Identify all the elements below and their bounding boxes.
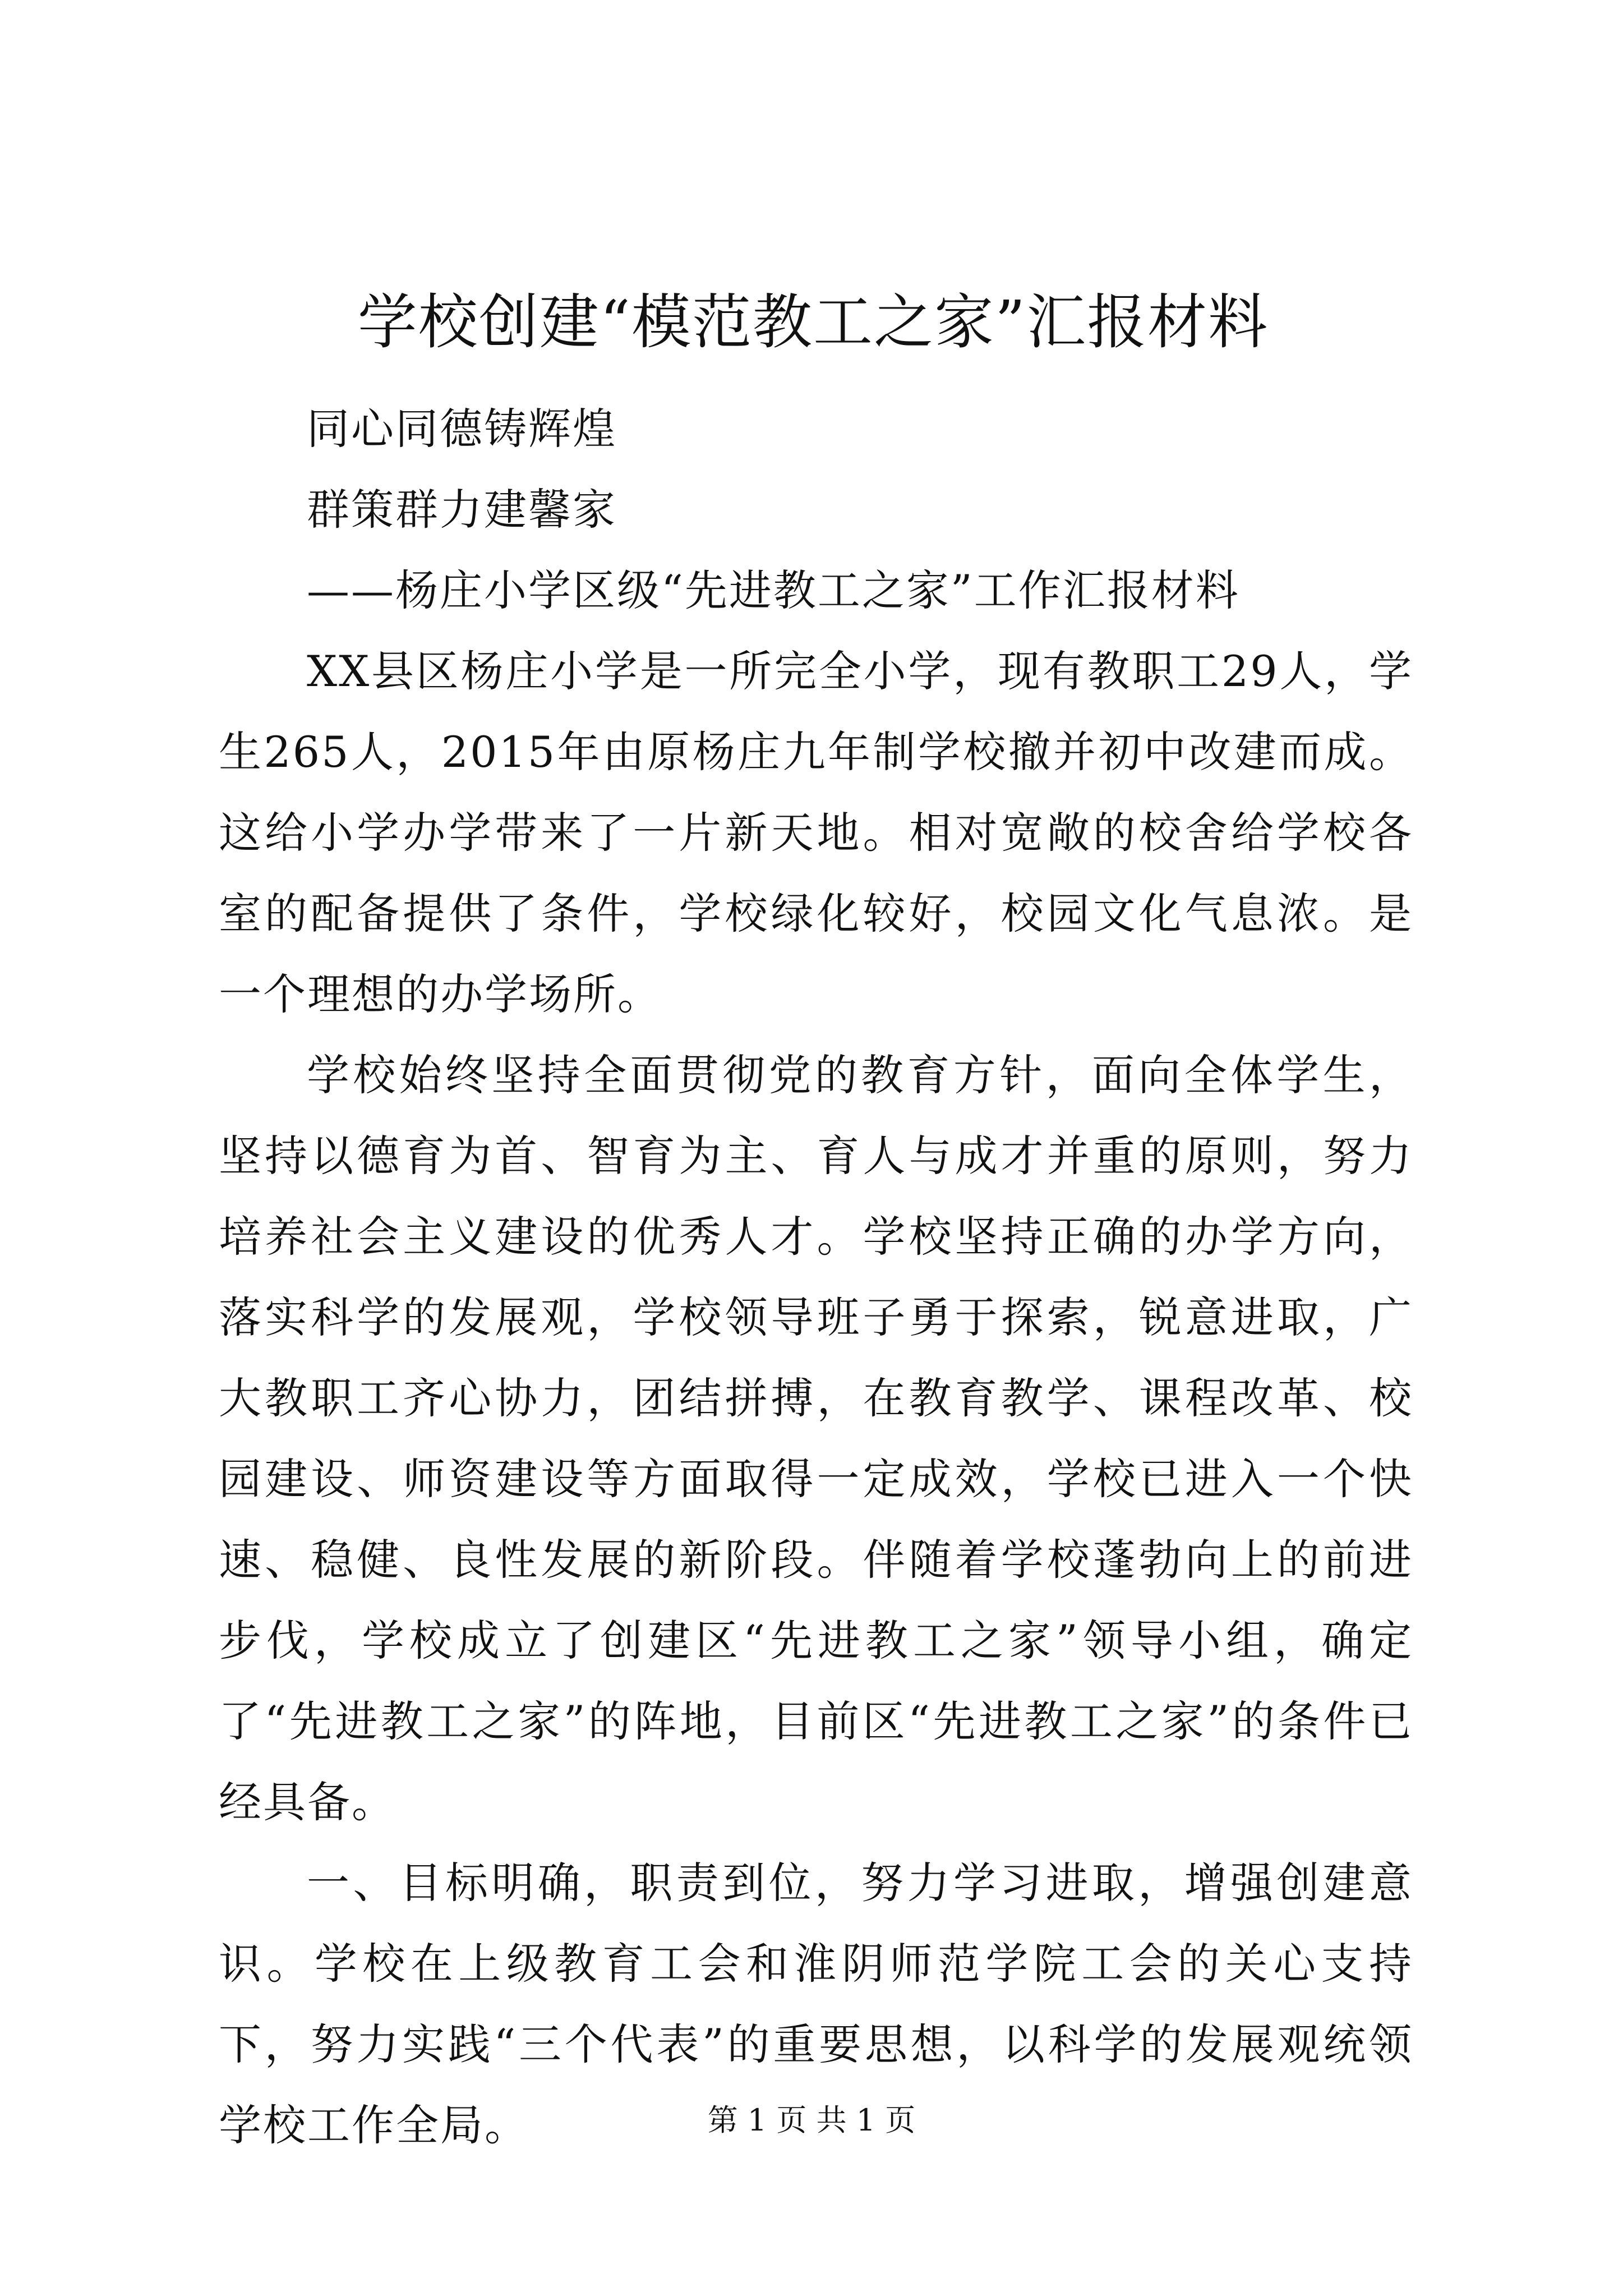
body-paragraph-section-one: 一、目标明确，职责到位，努力学习进取，增强创建意识。学校在上级教育工会和淮阴师范学院工会的关心支持下，努力实践“三个代表”的重要思想，以科学的发展观统领学校工作全局。 (219, 1858, 1413, 2150)
document-title: 学校创建“模范教工之家”汇报材料 (357, 288, 1269, 357)
subtitle-line-2: 群策群力建馨家 (307, 485, 617, 535)
document-body (219, 389, 1413, 2166)
body-paragraph-intro: XX县区杨庄小学是一所完全小学，现有教职工29人，学生265人，2015年由原杨庄九年制学校撤并初中改建而成。这给小学办学带来了一片新天地。相对宽敞的校舍给学校各室的配备提供了条件，学校绿化较好，校园文化气息浓。是一个理想的办学场所。 (219, 646, 1413, 1019)
subtitle-line-3: ——杨庄小学区级“先进教工之家”工作汇报材料 (307, 565, 1240, 615)
subtitle-line-1: 同心同德铸辉煌 (307, 404, 617, 454)
page-number-footer: 第 1 页 共 1 页 (707, 2102, 916, 2138)
body-paragraph-principles: 学校始终坚持全面贯彻党的教育方针，面向全体学生，坚持以德育为首、智育为主、育人与成才并重的原则，努力培养社会主义建设的优秀人才。学校坚持正确的办学方向，落实科学的发展观，学校领导班子勇于探索，锐意进取，广大教职工齐心协力，团结拼搏，在教育教学、课程改革、校园建设、师资建设等方面取得一定成效，学校已进入一个快速、稳健、良性发展的新阶段。伴随着学校蓬勃向上的前进步伐，学校成立了创建区“先进教工之家”领导小组，确定了“先进教工之家”的阵地，目前区“先进教工之家”的条件已经具备。 (219, 1050, 1413, 1827)
